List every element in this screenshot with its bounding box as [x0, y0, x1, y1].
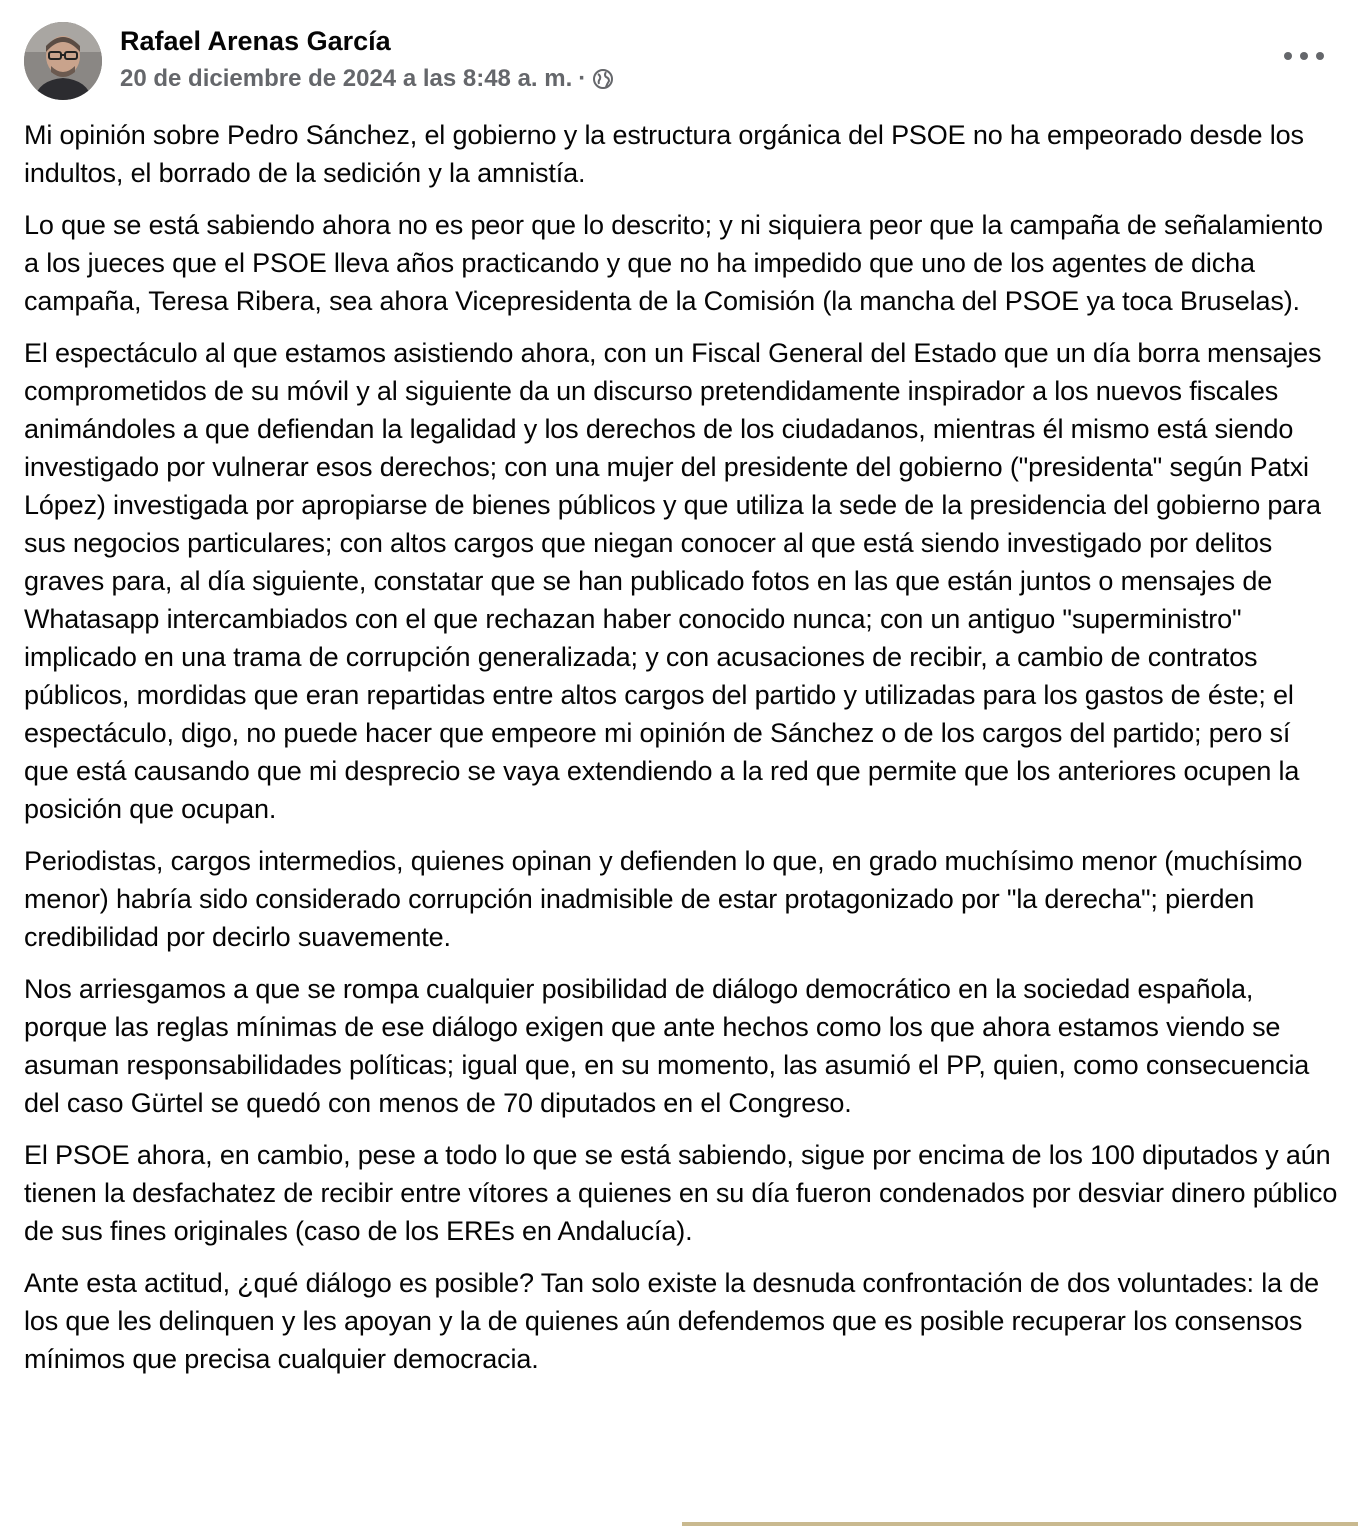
meta-separator: ·	[578, 65, 587, 92]
post-header	[24, 22, 1334, 102]
post-paragraph: El PSOE ahora, en cambio, pese a todo lo que se está sabiendo, sigue por encima de los 100 diputados y aún tienen la desfachatez de recibir entre vítores a quienes en su día fueron condenados por desviar dinero público de sus fines originales (caso de los EREs en Andalucía).	[24, 1140, 1338, 1246]
avatar-image	[24, 22, 102, 100]
author-block	[120, 24, 614, 94]
post-meta	[120, 64, 614, 94]
post-timestamp[interactable]: 20 de diciembre de 2024 a las 8:48 a. m.	[120, 65, 573, 92]
post-paragraph: Lo que se está sabiendo ahora no es peor que lo descrito; y ni siquiera peor que la campaña de señalamiento a los jueces que el PSOE lleva años practicando y que no ha impedido que uno de los agentes de dicha campaña, Teresa Ribera, sea ahora Vicepresidenta de la Comisión (la mancha del PSOE ya toca Bruselas).	[24, 210, 1323, 316]
post-paragraph: Nos arriesgamos a que se rompa cualquier posibilidad de diálogo democrático en la sociedad española, porque las reglas mínimas de ese diálogo exigen que ante hechos como los que ahora estamos viendo se asuman responsabilidades políticas; igual que, en su momento, las asumió el PP, quien, como consecuencia del caso Gürtel se quedó con menos de 70 diputados en el Congreso.	[24, 974, 1310, 1118]
dot-icon	[1284, 52, 1292, 60]
post-paragraph: Mi opinión sobre Pedro Sánchez, el gobierno y la estructura orgánica del PSOE no ha empeorado desde los indultos, el borrado de la sedición y la amnistía.	[24, 120, 1304, 188]
author-avatar[interactable]	[24, 22, 102, 100]
post-paragraph: Ante esta actitud, ¿qué diálogo es posible? Tan solo existe la desnuda confrontación de dos voluntades: la de los que les delinquen y les apoyan y la de quienes aún defendemos que es posible recuperar los consensos mínimos que precisa cualquier democracia.	[24, 1268, 1320, 1374]
author-name[interactable]: Rafael Arenas García	[120, 26, 391, 56]
globe-icon[interactable]	[592, 68, 614, 90]
post-paragraph: El espectáculo al que estamos asistiendo ahora, con un Fiscal General del Estado que un día borra mensajes comprometidos de su móvil y al siguiente da un discurso pretendidamente inspirador a los nuevos fiscales animándoles a que defiendan la legalidad y los derechos de los ciudadanos, mientras él mismo está siendo investigado por vulnerar esos derechos; con una mujer del presidente del gobierno ("presidenta" según Patxi López) investigada por apropiarse de bienes públicos y que utiliza la sede de la presidencia del gobierno para sus negocios particulares; con altos cargos que niegan conocer al que está siendo investigado por delitos graves para, al día siguiente, constatar que se han publicado fotos en las que están juntos o mensajes de Whatasapp intercambiados con el que rechazan haber conocido nunca; con un antiguo "superministro" implicado en una trama de corrupción generalizada; y con acusaciones de recibir, a cambio de contratos públicos, mordidas que eran repartidas entre altos cargos del partido y utilizadas para los gastos de éste; el espectáculo, digo, no puede hacer que empeore mi opinión de Sánchez o de los cargos del partido; pero sí que está causando que mi desprecio se vaya extendiendo a la red que permite que los anteriores ocupen la posición que ocupan.	[24, 338, 1322, 824]
more-options-icon[interactable]	[1284, 44, 1324, 68]
post-content	[24, 116, 1340, 1392]
dot-icon	[1300, 52, 1308, 60]
dot-icon	[1316, 52, 1324, 60]
bottom-divider	[682, 1522, 1358, 1526]
post-paragraph: Periodistas, cargos intermedios, quienes opinan y defienden lo que, en grado muchísimo menor (muchísimo menor) habría sido considerado corrupción inadmisible de estar protagonizado por "la derecha"; pierden credibilidad por decirlo suavemente.	[24, 846, 1303, 952]
